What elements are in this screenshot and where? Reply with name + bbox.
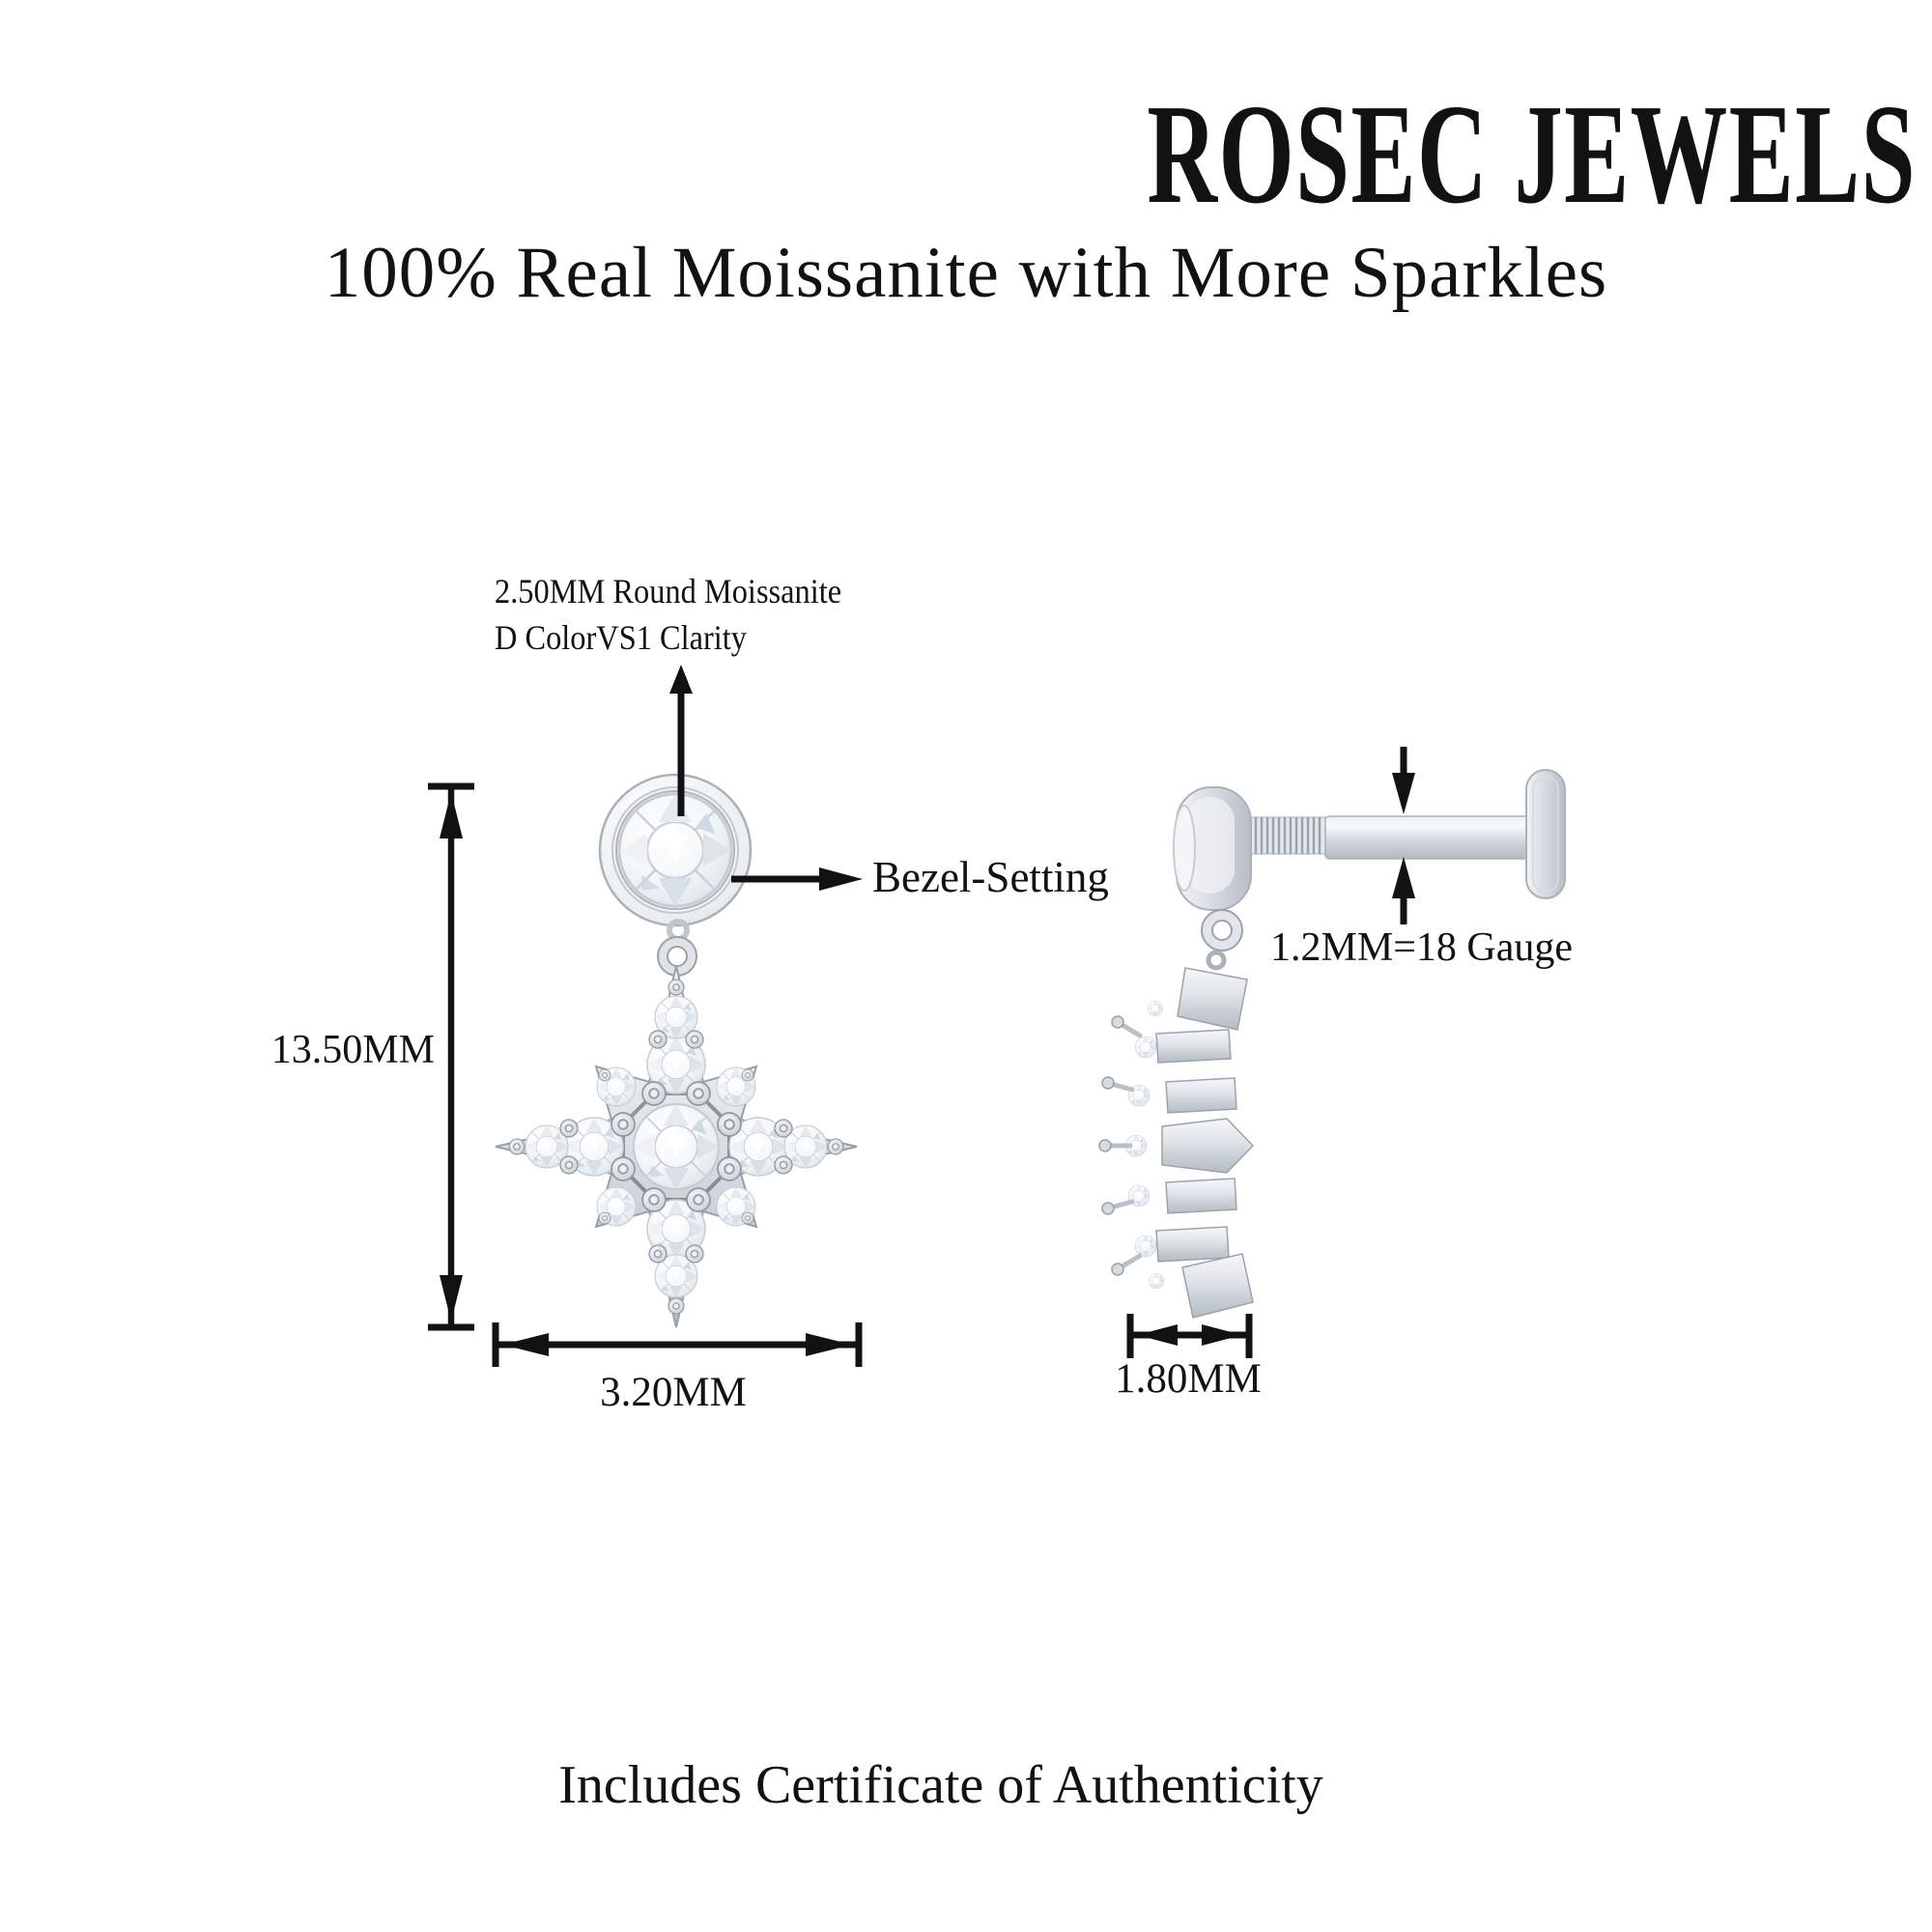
certificate-note: Includes Certificate of Authenticity — [558, 1755, 1323, 1815]
front-view-earring — [496, 775, 857, 1327]
tagline: 100% Real Moissanite with More Sparkles — [324, 233, 1608, 313]
threaded-post — [1251, 817, 1325, 854]
stone-spec-line1-text: 2.50MM Round Moissanite — [495, 572, 842, 611]
stone-spec-line2 — [495, 614, 775, 661]
star-stones — [526, 996, 827, 1297]
bezel-stud — [600, 775, 751, 925]
annotation-lines — [428, 665, 1415, 1367]
width-dimension-label: 3.20MM — [600, 1370, 747, 1415]
flat-disc-back — [1526, 770, 1565, 898]
side-link-ring — [1202, 910, 1242, 968]
page-title — [966, 75, 1932, 234]
side-view-earring — [1099, 770, 1565, 1318]
post-gauge-label: 1.2MM=18 Gauge — [1270, 925, 1573, 970]
bezel-callout-arrow — [731, 867, 863, 891]
stone-spec-line1 — [495, 568, 880, 614]
height-dimension-label: 13.50MM — [270, 1028, 435, 1072]
stone-spec-line2-text: D ColorVS1 Clarity — [495, 618, 748, 657]
bezel-setting-label: Bezel-Setting — [872, 853, 1109, 901]
width-dimension — [496, 1322, 859, 1367]
depth-dimension — [1130, 1314, 1249, 1358]
labret-bar — [1325, 816, 1528, 859]
side-star-profile — [1156, 968, 1253, 1318]
side-bezel-head — [1174, 787, 1251, 910]
brand-title-text: ROSEC JEWELS — [1147, 75, 1917, 234]
depth-dimension-label: 1.80MM — [1115, 1356, 1262, 1402]
height-dimension — [428, 786, 474, 1327]
star-pendant — [496, 966, 857, 1327]
